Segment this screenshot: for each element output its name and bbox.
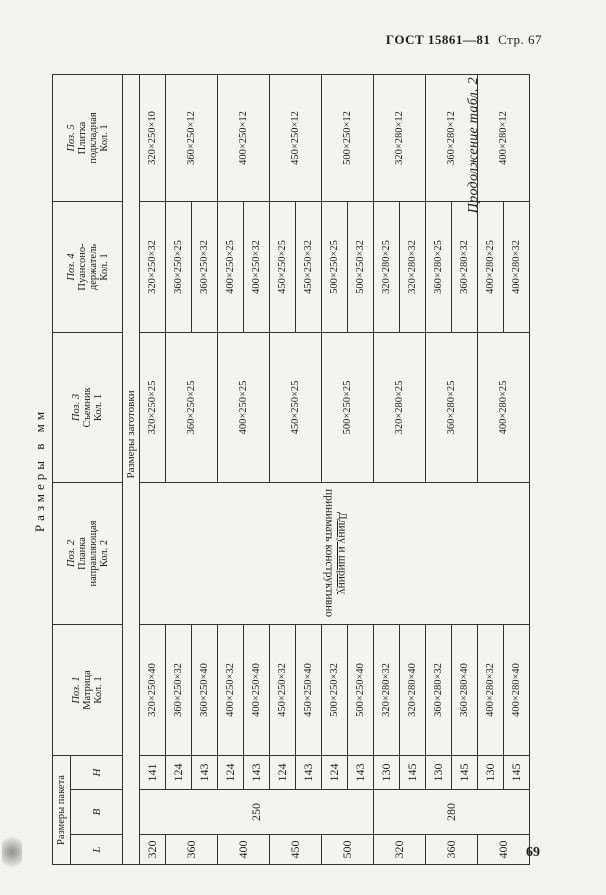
cell-pos3: 360×250×25 — [166, 332, 218, 482]
cell-pos4: 450×250×25 — [270, 201, 296, 332]
cell-pos4: 450×250×32 — [296, 201, 322, 332]
cell-pos4: 500×250×25 — [322, 201, 348, 332]
cell-pos1: 450×250×32 — [270, 624, 296, 755]
pos4-header: Поз. 4 Пуансоно- держатель Кол. 1 — [53, 201, 123, 332]
cell-H: 141 — [140, 755, 166, 789]
cell-H: 145 — [452, 755, 478, 789]
cell-pos5: 500×250×12 — [322, 74, 374, 201]
cell-pos4: 400×280×32 — [504, 201, 530, 332]
cell-pos1: 500×250×32 — [322, 624, 348, 755]
cell-pos3: 360×280×25 — [426, 332, 478, 482]
table-continuation-label: Продолжение табл. 2 — [466, 77, 481, 214]
blank-row-left — [123, 624, 140, 864]
cell-H: 143 — [348, 755, 374, 789]
cell-L: 450 — [270, 835, 322, 865]
pos2-note: Длину и ширину принимать конструктивно — [140, 482, 530, 624]
cell-pos4: 500×250×32 — [348, 201, 374, 332]
cell-pos5: 320×250×10 — [140, 74, 166, 201]
cell-L: 320 — [374, 835, 426, 865]
cell-pos4: 400×250×25 — [218, 201, 244, 332]
cell-pos5: 400×280×12 — [478, 74, 530, 201]
cell-pos1: 400×250×40 — [244, 624, 270, 755]
cell-pos4: 360×250×32 — [192, 201, 218, 332]
col-B-header: B — [71, 790, 123, 835]
blank-row-mid — [123, 482, 140, 624]
cell-H: 143 — [244, 755, 270, 789]
cell-H: 124 — [322, 755, 348, 789]
pos1-header: Поз. 1 Матрица Кол. 1 — [53, 624, 123, 755]
cell-L: 500 — [322, 835, 374, 865]
blank-sizes-label: Размеры заготовки — [123, 74, 140, 482]
cell-pos3: 400×280×25 — [478, 332, 530, 482]
page-label: Стр. 67 — [498, 32, 542, 47]
standard-code: ГОСТ 15861—81 — [385, 32, 491, 47]
col-H-header: H — [71, 755, 123, 789]
cell-pos1: 360×280×40 — [452, 624, 478, 755]
cell-pos1: 400×250×32 — [218, 624, 244, 755]
cell-H: 124 — [166, 755, 192, 789]
cell-L: 320 — [140, 835, 166, 865]
cell-pos1: 400×280×40 — [504, 624, 530, 755]
cell-L: 360 — [166, 835, 218, 865]
cell-H: 143 — [296, 755, 322, 789]
cell-pos3: 400×250×25 — [218, 332, 270, 482]
cell-H: 124 — [270, 755, 296, 789]
pos5-header: Поз. 5 Плитка подкладная Кол. 1 — [53, 74, 123, 201]
cell-pos1: 360×250×40 — [192, 624, 218, 755]
cell-pos1: 500×250×40 — [348, 624, 374, 755]
cell-H: 130 — [374, 755, 400, 789]
cell-pos1: 360×280×32 — [426, 624, 452, 755]
pos3-header: Поз. 3 Съемник Кол. 1 — [53, 332, 123, 482]
cell-H: 124 — [218, 755, 244, 789]
cell-pos4: 400×250×32 — [244, 201, 270, 332]
package-sizes-header: Размеры пакета — [53, 755, 71, 864]
cell-pos5: 360×250×12 — [166, 74, 218, 201]
cell-L: 360 — [426, 835, 478, 865]
cell-pos5: 400×250×12 — [218, 74, 270, 201]
cell-pos5: 320×280×12 — [374, 74, 426, 201]
dimensions-table — [52, 74, 530, 865]
cell-H: 130 — [478, 755, 504, 789]
cell-pos1: 320×250×40 — [140, 624, 166, 755]
cell-B: 280 — [374, 790, 530, 835]
cell-pos1: 320×280×40 — [400, 624, 426, 755]
page-number: 69 — [526, 845, 540, 860]
cell-pos1: 320×280×32 — [374, 624, 400, 755]
cell-pos1: 400×280×32 — [478, 624, 504, 755]
cell-L: 400 — [478, 835, 530, 865]
table-title: Размеры в мм — [32, 407, 47, 533]
cell-pos4: 360×250×25 — [166, 201, 192, 332]
cell-pos4: 320×250×32 — [140, 201, 166, 332]
rotated-table-block — [32, 75, 523, 865]
cell-pos1: 450×250×40 — [296, 624, 322, 755]
cell-pos4: 360×280×25 — [426, 201, 452, 332]
cell-pos1: 360×250×32 — [166, 624, 192, 755]
cell-pos3: 320×280×25 — [374, 332, 426, 482]
pos2-header: Поз. 2 Планка направляющая Кол. 2 — [53, 482, 123, 624]
ink-stamp — [2, 832, 22, 872]
cell-pos5: 360×280×12 — [426, 74, 478, 201]
cell-H: 145 — [400, 755, 426, 789]
cell-pos5: 450×250×12 — [270, 74, 322, 201]
cell-pos4: 400×280×25 — [478, 201, 504, 332]
cell-pos3: 450×250×25 — [270, 332, 322, 482]
cell-H: 145 — [504, 755, 530, 789]
cell-H: 143 — [192, 755, 218, 789]
cell-pos4: 360×280×32 — [452, 201, 478, 332]
cell-pos4: 320×280×25 — [374, 201, 400, 332]
cell-H: 130 — [426, 755, 452, 789]
page-header — [386, 32, 542, 48]
cell-pos4: 320×280×32 — [400, 201, 426, 332]
cell-pos3: 500×250×25 — [322, 332, 374, 482]
cell-L: 400 — [218, 835, 270, 865]
cell-pos3: 320×250×25 — [140, 332, 166, 482]
cell-B: 250 — [140, 790, 374, 835]
col-L-header: L — [71, 835, 123, 865]
